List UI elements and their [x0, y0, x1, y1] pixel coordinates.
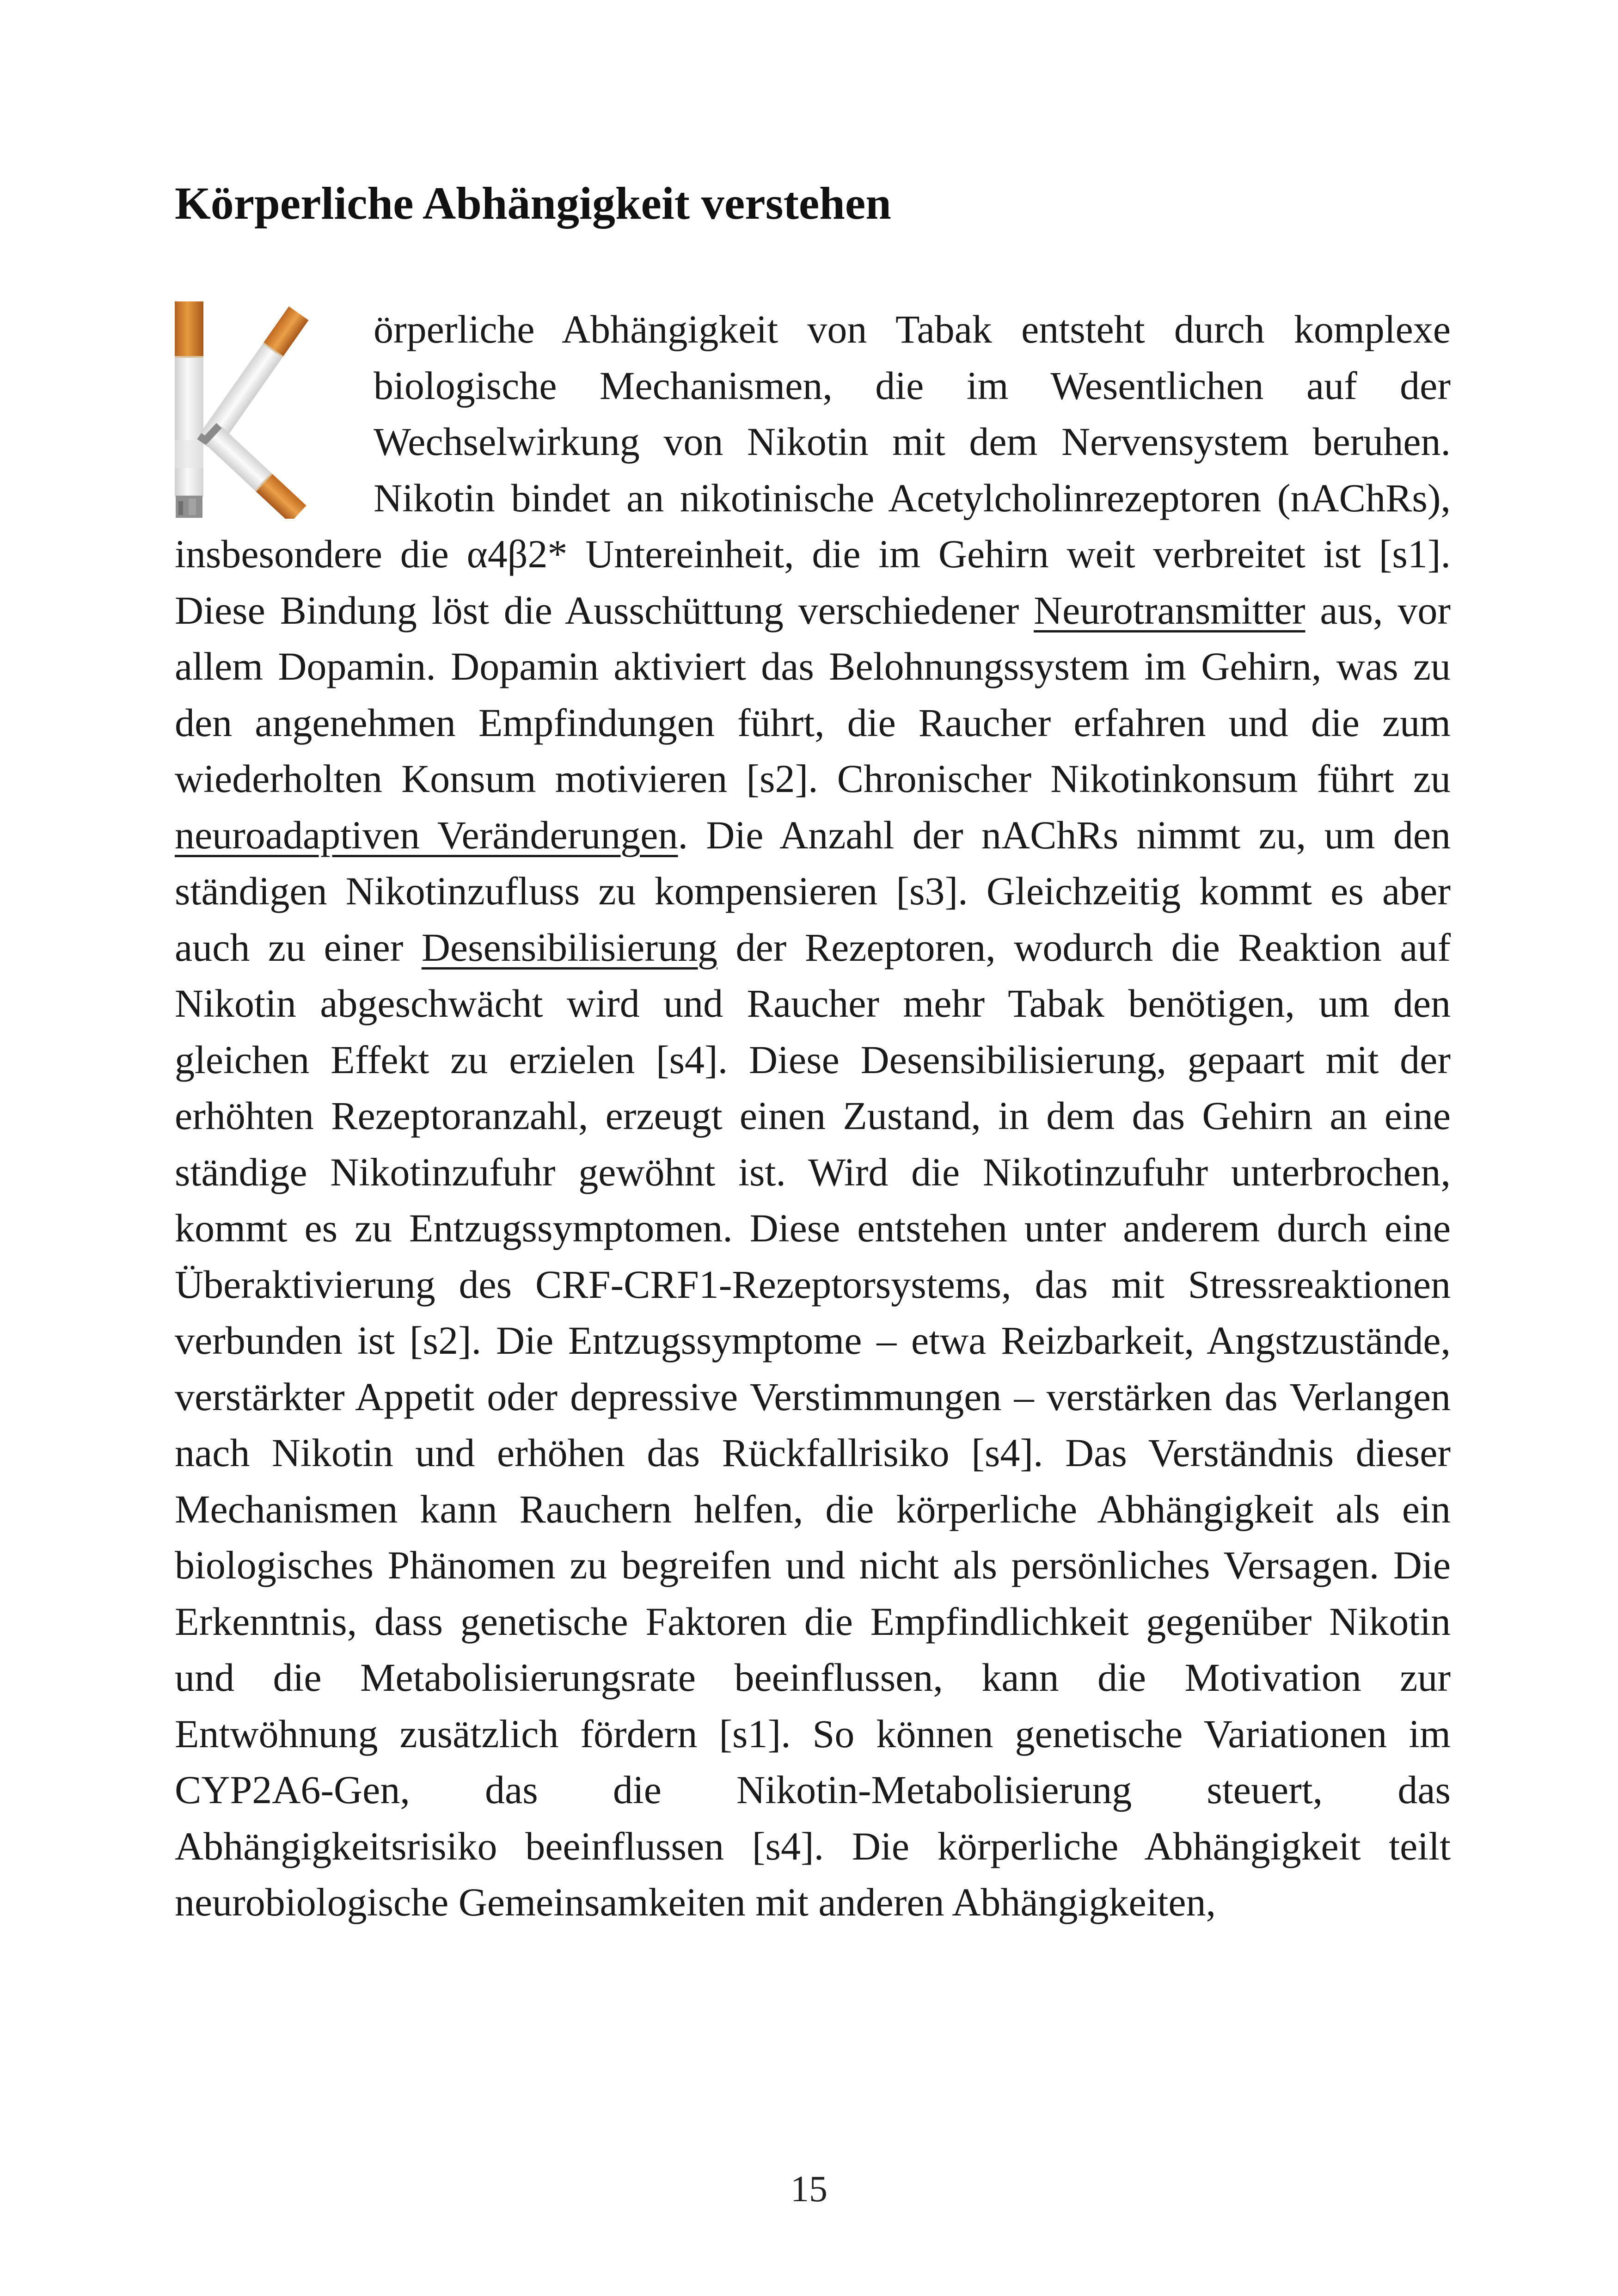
cigarette-letter-k-illustration [172, 301, 357, 519]
body-text-segment: der Rezeptoren, wodurch die Reaktion auf Nikotin abgeschwächt wird und Raucher mehr Tabak benötigen, um den gleichen Effekt zu erzielen [s4]. Diese Desensibilisierung, gepaart mit der erhöhten Rezeptoranzahl, erzeugt einen Zustand, in dem das Gehirn an eine ständige Nikotinzufuhr gewöhnt ist. Wird die Nikotinzufuhr unterbrochen, kommt es zu Entzugssymptomen. Diese entstehen unter anderem durch eine Überaktivierung des CRF-CRF1-Rezeptorsystems, das mit Stressreaktionen verbunden ist [s2]. Die Entzugssymptome – etwa Reizbarkeit, Angstzustände, verstärkter Appetit oder depressive Verstimmungen – verstärken das Verlangen nach Nikotin und erhöhen das Rückfallrisiko [s4]. Das Verständnis dieser Mechanismen kann Rauchern helfen, die körperliche Abhängigkeit als ein biologisches Phänomen zu begreifen und nicht als persönliches Versagen. Die Erkenntnis, dass genetische Faktoren die Empfindlichkeit gegenüber Nikotin und die Metabolisierungsrate beeinflussen, kann die Motivation zur Entwöhnung zusätzlich fördern [s1]. So können genetische Variationen im CYP2A6-Gen, das die Nikotin-Metabolisierung steuert, das Abhängigkeitsrisiko beeinflussen [s4]. Die körperliche Abhängigkeit teilt neurobiologische Gemeinsamkeiten mit anderen Abhängigkeiten, [175, 925, 1451, 1924]
page-number: 15 [791, 2169, 827, 2210]
term-neuroadaptive-changes: neuroadaptiven Veränderungen [175, 812, 678, 857]
body-paragraph [175, 301, 1451, 1931]
term-neurotransmitter: Neurotransmitter [1034, 588, 1305, 632]
page-title: Körperliche Abhängigkeit verstehen [175, 178, 891, 229]
body-text-segment: aus, vor allem Dopamin. Dopamin aktiviert das Belohnungssystem im Gehirn, was zu den angenehmen Empfindungen führt, die Raucher erfahren und die zum wiederholten Konsum motivieren [s2]. Chronischer Nikotinkonsum führt zu [175, 588, 1451, 801]
term-desensitization: Desensibilisierung [421, 925, 717, 970]
body-text-segment: örperliche Abhängigkeit von Tabak entsteht durch komplexe biologische Mechanismen, die im Wesentlichen auf der Wechselwirkung von Nikotin mit dem Nervensystem beruhen. Nikotin bindet an nikotinische Acetylcholinrezeptoren (nAChRs), insbesondere die α4β2* Untereinheit, die im Gehirn weit verbreitet ist [s1]. Diese Bindung löst die Ausschüttung verschiedener [175, 307, 1451, 632]
body-text-segment: . Die Anzahl der nAChRs nimmt zu, um den ständigen Nikotinzufluss zu kompensieren [s3]. Gleichzeitig kommt es aber auch zu einer [175, 812, 1451, 970]
dropcap-k-cigarettes-icon [172, 301, 357, 519]
lower-arm-cigarette [201, 422, 306, 519]
stem-cigarette [175, 301, 203, 518]
